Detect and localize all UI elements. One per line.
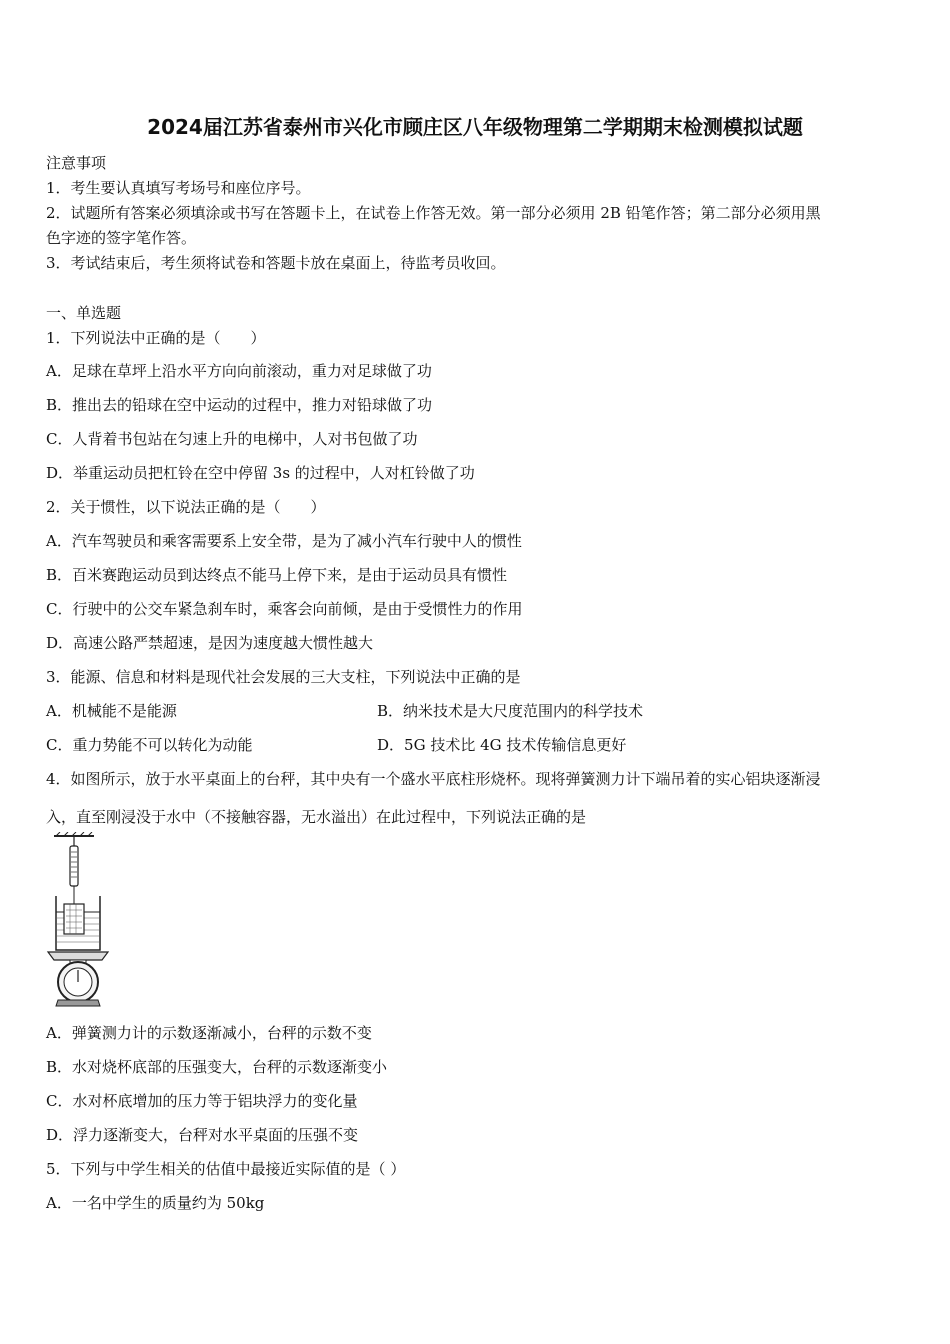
- note-item: 2．试题所有答案必须填涂或书写在答题卡上，在试卷上作答无效。第一部分必须用 2B 铅笔作答；第二部分必须用黑: [46, 204, 821, 222]
- question-2-stem: 2．关于惯性，以下说法正确的是（ ）: [46, 498, 326, 516]
- question-2-option-b: B．百米赛跑运动员到达终点不能马上停下来，是由于运动员具有惯性: [46, 566, 508, 584]
- question-3-option-d: D．5G 技术比 4G 技术传输信息更好: [377, 736, 627, 754]
- question-4-option-a: A．弹簧测力计的示数逐渐减小，台秤的示数不变: [46, 1024, 372, 1042]
- question-3-option-a: A．机械能不是能源: [46, 702, 177, 720]
- spring-scale: [70, 836, 78, 904]
- note-item: 1．考生要认真填写考场号和座位序号。: [46, 179, 311, 197]
- support-hatch: [54, 832, 94, 836]
- question-2-option-d: D．高速公路严禁超速，是因为速度越大惯性越大: [46, 634, 374, 652]
- note-item: 色字迹的签字笔作答。: [46, 229, 197, 247]
- question-1-option-a: A．足球在草坪上沿水平方向向前滚动，重力对足球做了功: [46, 362, 432, 380]
- question-3-stem: 3．能源、信息和材料是现代社会发展的三大支柱，下列说法中正确的是: [46, 668, 521, 686]
- question-3-option-b: B．纳米技术是大尺度范围内的科学技术: [377, 702, 644, 720]
- question-2-option-c: C．行驶中的公交车紧急刹车时，乘客会向前倾，是由于受惯性力的作用: [46, 600, 523, 618]
- question-1-stem: 1．下列说法中正确的是（ ）: [46, 329, 266, 347]
- section-heading: 一、单选题: [46, 304, 122, 322]
- platform-scale: [48, 952, 108, 1006]
- question-4-stem: 4．如图所示，放于水平桌面上的台秤，其中央有一个盛水平底柱形烧杯。现将弹簧测力计下端吊着的实心铝块逐渐浸: [46, 770, 821, 788]
- notes-heading: 注意事项: [46, 154, 107, 172]
- question-4-option-c: C．水对杯底增加的压力等于铝块浮力的变化量: [46, 1092, 358, 1110]
- question-1-option-c: C．人背着书包站在匀速上升的电梯中，人对书包做了功: [46, 430, 418, 448]
- question-5-stem: 5．下列与中学生相关的估值中最接近实际值的是（ ）: [46, 1160, 406, 1178]
- question-4-option-b: B．水对烧杯底部的压强变大，台秤的示数逐渐变小: [46, 1058, 388, 1076]
- question-5-option-a: A．一名中学生的质量约为 50kg: [46, 1194, 265, 1212]
- question-2-option-a: A．汽车驾驶员和乘客需要系上安全带，是为了减小汽车行驶中人的惯性: [46, 532, 522, 550]
- question-3-option-c: C．重力势能不可以转化为动能: [46, 736, 253, 754]
- question-1-option-d: D．举重运动员把杠铃在空中停留 3s 的过程中，人对杠铃做了功: [46, 464, 475, 482]
- question-1-option-b: B．推出去的铅球在空中运动的过程中，推力对铅球做了功: [46, 396, 433, 414]
- spring-scale-beaker-figure: [44, 832, 124, 1008]
- question-4-option-d: D．浮力逐渐变大，台秤对水平桌面的压强不变: [46, 1126, 359, 1144]
- note-item: 3．考试结束后，考生须将试卷和答题卡放在桌面上，待监考员收回。: [46, 254, 506, 272]
- question-4-stem-cont: 入，直至刚浸没于水中（不接触容器，无水溢出）在此过程中，下列说法正确的是: [46, 808, 587, 826]
- page-title: 2024届江苏省泰州市兴化市顾庄区八年级物理第二学期期末检测模拟试题: [147, 115, 803, 139]
- aluminum-block: [64, 904, 84, 934]
